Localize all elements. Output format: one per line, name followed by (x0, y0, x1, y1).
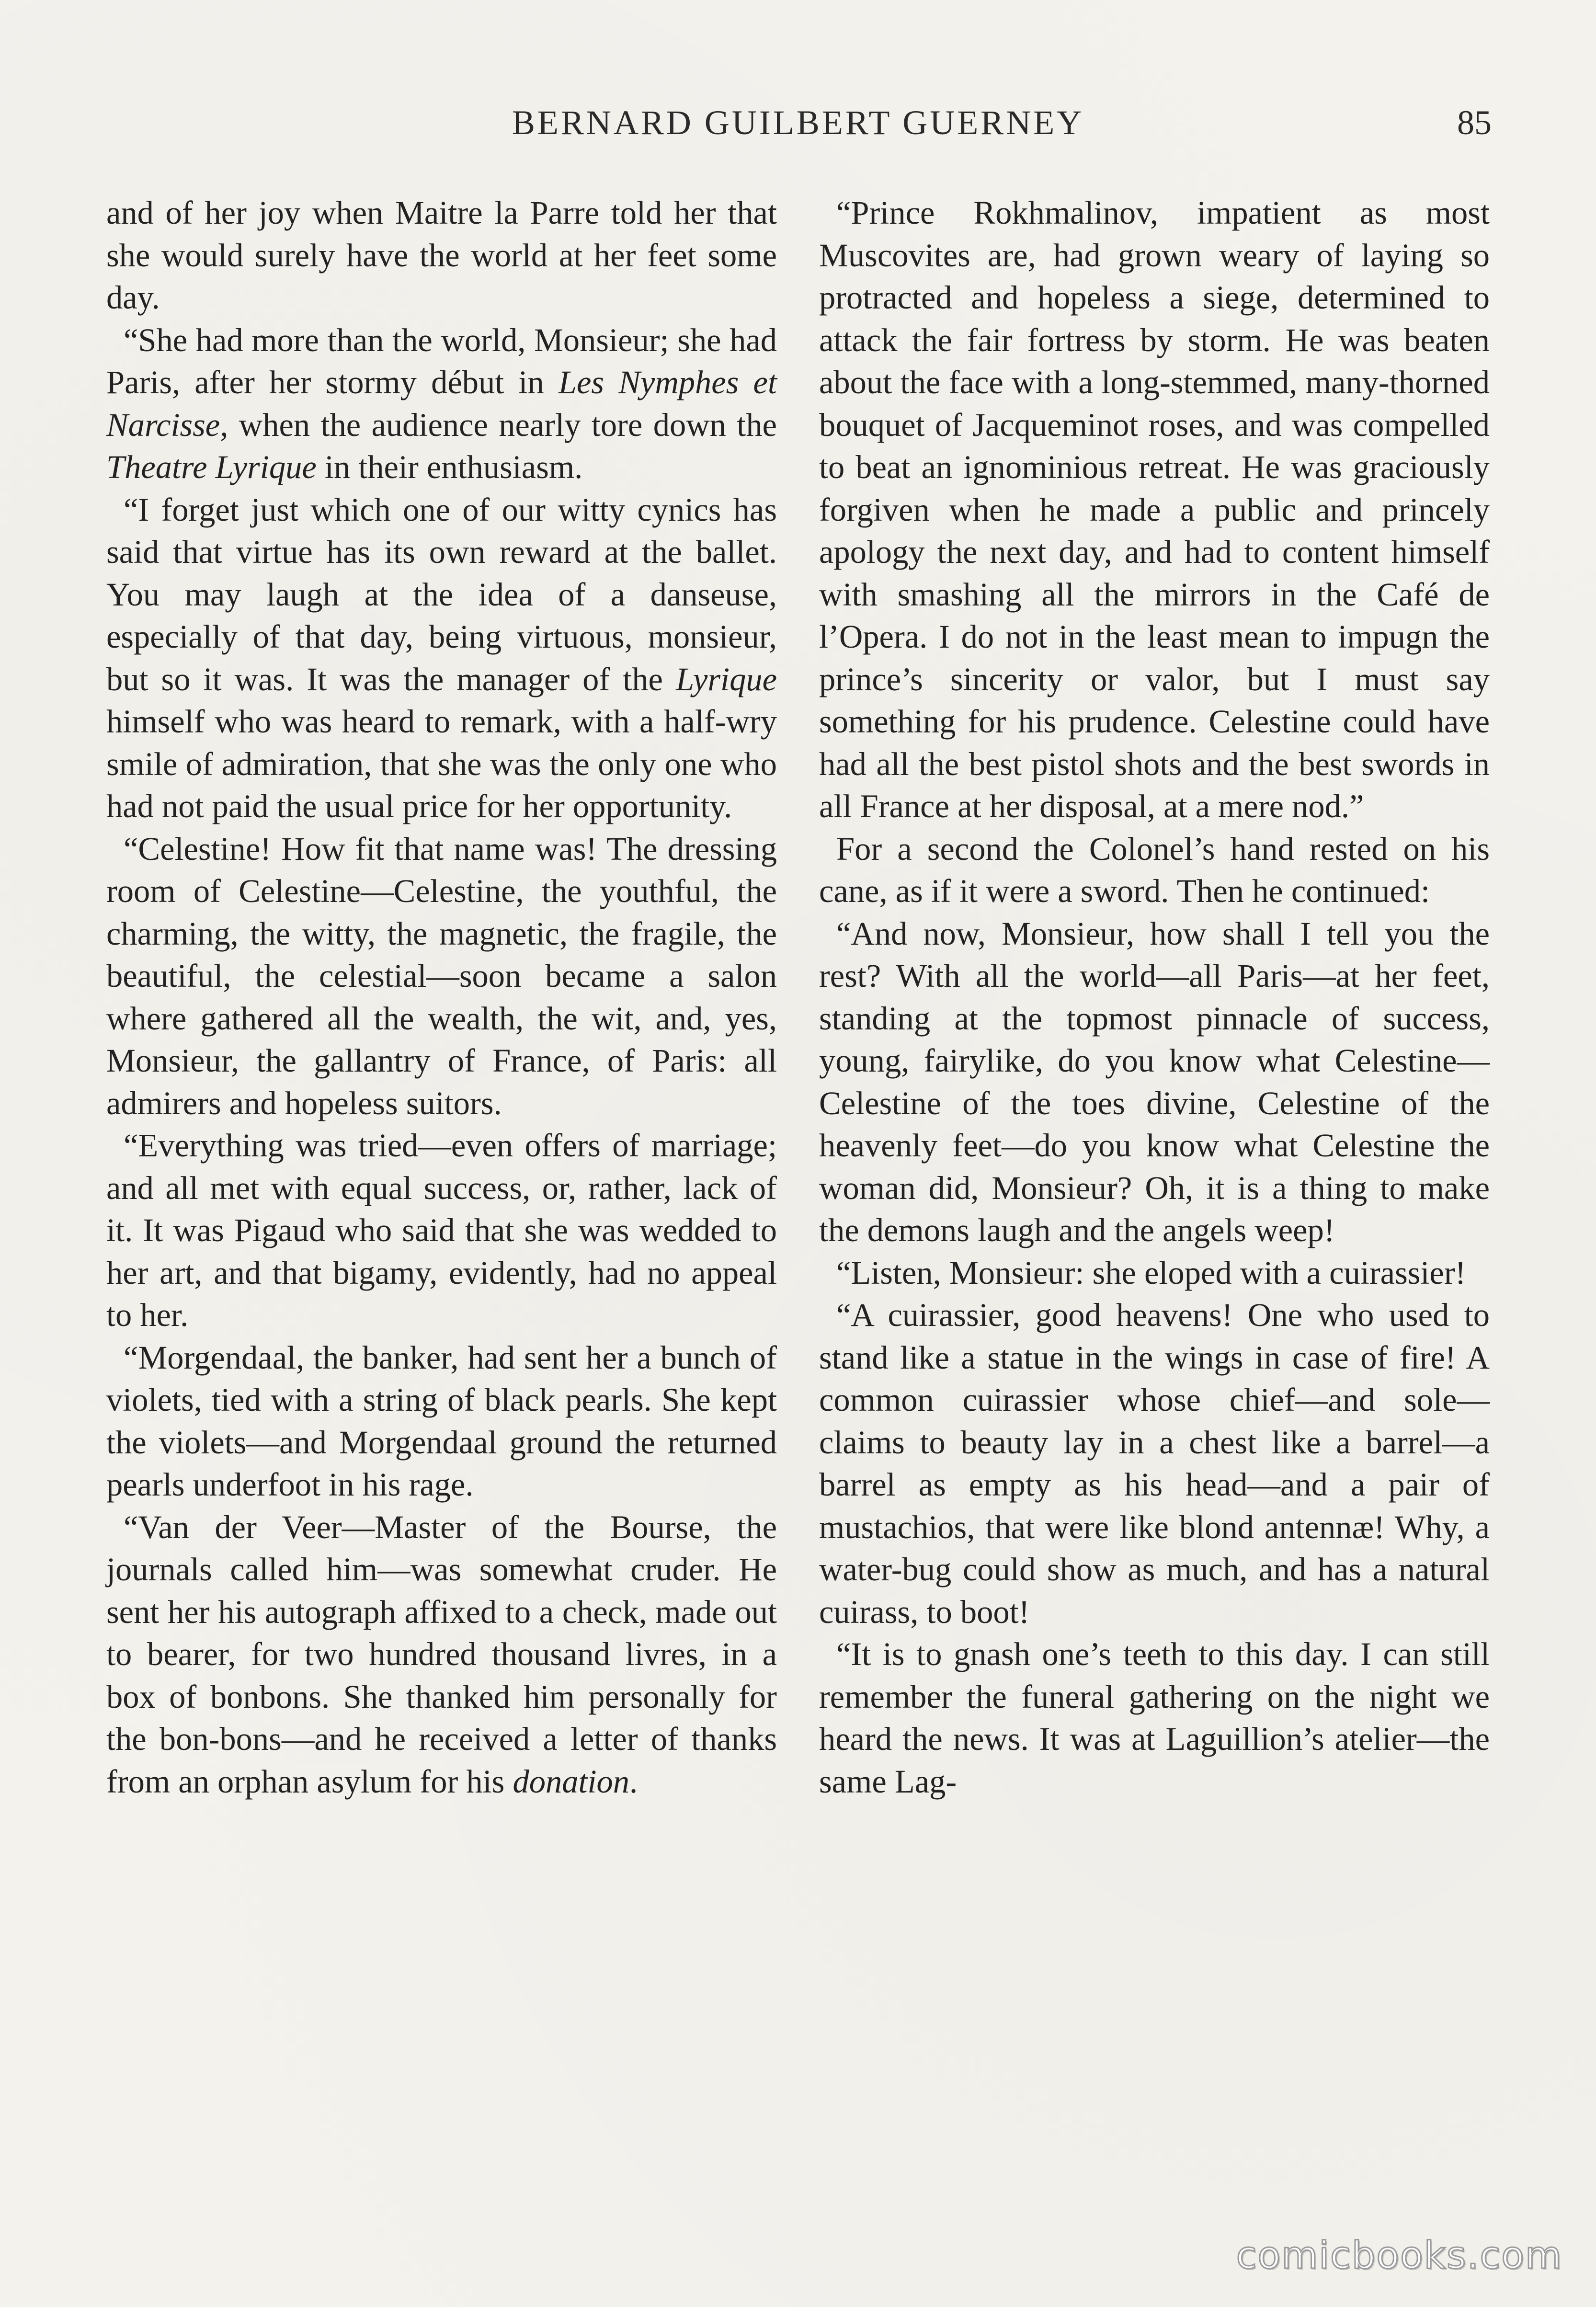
italic-title: Lyrique (675, 661, 777, 697)
italic-word: donation (513, 1763, 630, 1800)
paragraph (106, 319, 777, 489)
paragraph: “A cuirassier, good heavens! One who used to stand like a statue in the wings in case of fire! A common cuirassier whose chief—and sole—claims to beauty lay in a chest like a barrel—a barrel as empty as his head—and a pair of mustachios, that were like blond antennæ! Why, a water-bug could show as much, and has a natural cuirass, to boot! (819, 1297, 1490, 1630)
paragraph (106, 1506, 777, 1803)
paragraph: For a second the Colonel’s hand rested on his cane, as if it were a sword. Then he continued: (819, 830, 1490, 909)
right-text-column (819, 192, 1490, 1803)
paragraph: “Morgendaal, the banker, had sent her a bunch of violets, tied with a string of black pearls. She kept the violets—and Morgendaal ground the returned pearls underfoot in his rage. (106, 1339, 777, 1503)
left-text-column (106, 192, 777, 1803)
paragraph: “Celestine! How fit that name was! The dressing room of Celestine—Celestine, the youthful, the charming, the witty, the magnetic, the fragile, the beautiful, the celestial—soon became a salon where gathered all the wealth, the wit, and, yes, Monsieur, the gallantry of France, of Paris: all admirers and hopeless suitors. (106, 830, 777, 1121)
site-watermark: comicbooks.com (1236, 2234, 1562, 2277)
text-run: “Van der Veer—Master of the Bourse, the journals called him—was somewhat cruder. He sent her his autograph affixed to a check, made out to bearer, for two hundred thousand livres, in a box of bonbons. She thanked him personally for the bon-bons—and he received a letter of thanks from an orphan asylum for his (106, 1508, 777, 1800)
text-run: . (629, 1763, 638, 1800)
italic-title: Theatre Lyrique (106, 449, 317, 485)
text-run: in their enthusiasm. (316, 449, 583, 485)
paragraph: “And now, Monsieur, how shall I tell you the rest? With all the world—all Paris—at her feet, standing at the topmost pinnacle of success, young, fairylike, do you know what Celestine—Celestine of the toes divine, Celestine of the heavenly feet—do you know what Celestine the woman did, Monsieur? Oh, it is a thing to make the demons laugh and the angels weep! (819, 915, 1490, 1248)
text-run: “I forget just which one of our witty cynics has said that virtue has its own reward at the ballet. You may laugh at the idea of a danseuse, especially of that day, being virtuous, monsieur, but so it was. It was the manager of the (106, 491, 777, 697)
text-run: “She had more than the world, Monsieur; she had Paris, after her stormy début in (106, 321, 777, 400)
paragraph: and of her joy when Maitre la Parre told her that she would surely have the world at her feet some day. (106, 194, 777, 316)
text-run: himself who was heard to remark, with a half-wry smile of admiration, that she was the only one who had not paid the usual price for her opportunity. (106, 703, 777, 824)
paragraph: “Prince Rokhmalinov, impatient as most Muscovites are, had grown weary of laying so protracted and hopeless a siege, determined to attack the fair fortress by storm. He was beaten about the face with a long-stemmed, many-thorned bouquet of Jacqueminot roses, and was compelled to beat an ignominious retreat. He was graciously forgiven when he made a public and princely apology the next day, and had to content himself with smashing all the mirrors in the Café de l’Opera. I do not in the least mean to impugn the prince’s sincerity or valor, but I must say something for his prudence. Celestine could have had all the best pistol shots and the best swords in all France at her disposal, at a mere nod.” (819, 194, 1490, 824)
paragraph: “Listen, Monsieur: she eloped with a cuirassier! (836, 1254, 1466, 1291)
italic-title: Les Nymphes et Narcisse, (106, 364, 777, 443)
text-run: when the audience nearly tore down the (228, 406, 777, 443)
running-head-title: BERNARD GUILBERT GUERNEY (512, 103, 1084, 142)
paragraph: “It is to gnash one’s teeth to this day. I can still remember the funeral gathering on the night we heard the news. It was at Laguillion’s atelier—the same Lag- (819, 1636, 1490, 1800)
paragraph (106, 489, 777, 828)
page-number: 85 (1457, 103, 1492, 142)
paragraph: “Everything was tried—even offers of marriage; and all met with equal success, or, rather, lack of it. It was Pigaud who said that she was wedded to her art, and that bigamy, evidently, had no appeal to her. (106, 1127, 777, 1333)
